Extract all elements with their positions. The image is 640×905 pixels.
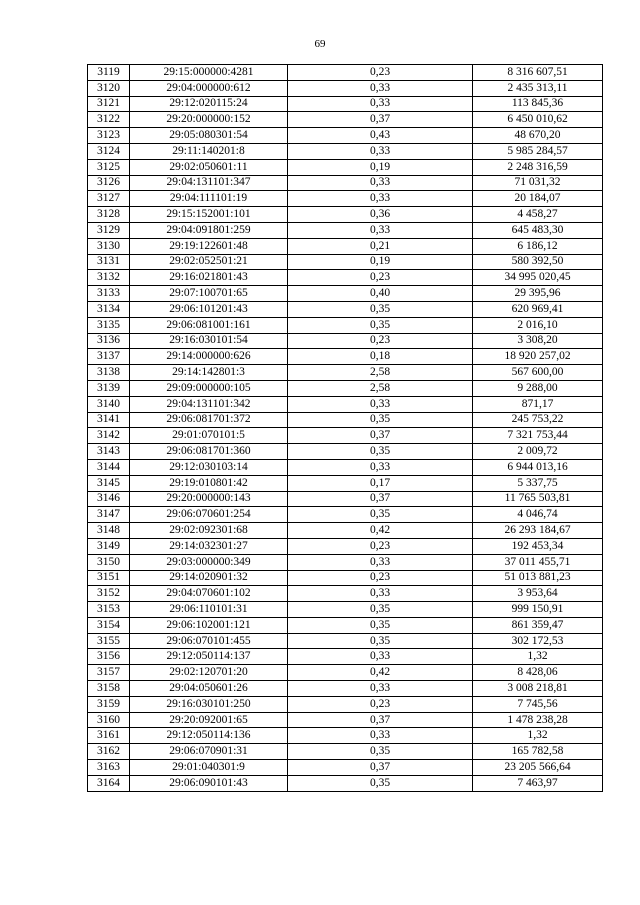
- cadastral-number-cell: 29:12:050114:137: [130, 649, 288, 665]
- row-number-cell: 3161: [88, 728, 130, 744]
- amount-cell: 165 782,58: [473, 744, 603, 760]
- amount-cell: 4 046,74: [473, 507, 603, 523]
- cadastral-number-cell: 29:03:000000:349: [130, 554, 288, 570]
- cadastral-number-cell: 29:11:140201:8: [130, 143, 288, 159]
- amount-cell: 48 670,20: [473, 128, 603, 144]
- cadastral-number-cell: 29:02:120701:20: [130, 665, 288, 681]
- table-row: [88, 159, 603, 175]
- cadastral-number-cell: 29:15:000000:4281: [130, 65, 288, 81]
- table-row: [88, 428, 603, 444]
- amount-cell: 2 009,72: [473, 444, 603, 460]
- cadastral-number-cell: 29:06:081701:360: [130, 444, 288, 460]
- rate-cell: 0,42: [288, 665, 473, 681]
- amount-cell: 7 745,56: [473, 696, 603, 712]
- amount-cell: 3 308,20: [473, 333, 603, 349]
- cadastral-number-cell: 29:04:070601:102: [130, 586, 288, 602]
- row-number-cell: 3136: [88, 333, 130, 349]
- row-number-cell: 3147: [88, 507, 130, 523]
- row-number-cell: 3164: [88, 775, 130, 791]
- amount-cell: 23 205 566,64: [473, 760, 603, 776]
- amount-cell: 302 172,53: [473, 633, 603, 649]
- rate-cell: 0,37: [288, 491, 473, 507]
- row-number-cell: 3135: [88, 317, 130, 333]
- table-row: [88, 681, 603, 697]
- row-number-cell: 3143: [88, 444, 130, 460]
- row-number-cell: 3122: [88, 112, 130, 128]
- rate-cell: 0,35: [288, 602, 473, 618]
- table-row: [88, 65, 603, 81]
- row-number-cell: 3126: [88, 175, 130, 191]
- table-row: [88, 365, 603, 381]
- rate-cell: 0,35: [288, 317, 473, 333]
- row-number-cell: 3128: [88, 207, 130, 223]
- table-row: [88, 665, 603, 681]
- rate-cell: 0,33: [288, 191, 473, 207]
- table-row: [88, 380, 603, 396]
- cadastral-number-cell: 29:04:131101:347: [130, 175, 288, 191]
- amount-cell: 5 337,75: [473, 475, 603, 491]
- table-row: [88, 507, 603, 523]
- cadastral-number-cell: 29:14:032301:27: [130, 538, 288, 554]
- rate-cell: 0,35: [288, 412, 473, 428]
- amount-cell: 3 953,64: [473, 586, 603, 602]
- table-row: [88, 538, 603, 554]
- amount-cell: 20 184,07: [473, 191, 603, 207]
- amount-cell: 567 600,00: [473, 365, 603, 381]
- page-number: 69: [314, 38, 326, 50]
- amount-cell: 620 969,41: [473, 301, 603, 317]
- cadastral-number-cell: 29:05:080301:54: [130, 128, 288, 144]
- amount-cell: 8 316 607,51: [473, 65, 603, 81]
- amount-cell: 71 031,32: [473, 175, 603, 191]
- row-number-cell: 3159: [88, 696, 130, 712]
- cadastral-number-cell: 29:20:092001:65: [130, 712, 288, 728]
- cadastral-number-cell: 29:06:110101:31: [130, 602, 288, 618]
- rate-cell: 0,35: [288, 633, 473, 649]
- row-number-cell: 3144: [88, 459, 130, 475]
- cadastral-number-cell: 29:14:000000:626: [130, 349, 288, 365]
- table-row: [88, 633, 603, 649]
- table-row: [88, 96, 603, 112]
- amount-cell: 51 013 881,23: [473, 570, 603, 586]
- row-number-cell: 3131: [88, 254, 130, 270]
- row-number-cell: 3134: [88, 301, 130, 317]
- row-number-cell: 3137: [88, 349, 130, 365]
- row-number-cell: 3150: [88, 554, 130, 570]
- rate-cell: 0,17: [288, 475, 473, 491]
- rate-cell: 0,35: [288, 744, 473, 760]
- rate-cell: 0,33: [288, 681, 473, 697]
- table-row: [88, 696, 603, 712]
- amount-cell: 5 985 284,57: [473, 143, 603, 159]
- rate-cell: 0,40: [288, 286, 473, 302]
- row-number-cell: 3151: [88, 570, 130, 586]
- amount-cell: 871,17: [473, 396, 603, 412]
- table-row: [88, 602, 603, 618]
- table-row: [88, 333, 603, 349]
- cadastral-number-cell: 29:06:102001:121: [130, 617, 288, 633]
- rate-cell: 0,33: [288, 96, 473, 112]
- amount-cell: 8 428,06: [473, 665, 603, 681]
- data-table: [87, 64, 603, 792]
- table-row: [88, 617, 603, 633]
- row-number-cell: 3127: [88, 191, 130, 207]
- table-row: [88, 286, 603, 302]
- amount-cell: 11 765 503,81: [473, 491, 603, 507]
- amount-cell: 1 478 238,28: [473, 712, 603, 728]
- cadastral-number-cell: 29:20:000000:152: [130, 112, 288, 128]
- rate-cell: 0,33: [288, 175, 473, 191]
- amount-cell: 34 995 020,45: [473, 270, 603, 286]
- amount-cell: 192 453,34: [473, 538, 603, 554]
- rate-cell: 0,19: [288, 254, 473, 270]
- rate-cell: 0,33: [288, 586, 473, 602]
- cadastral-number-cell: 29:16:021801:43: [130, 270, 288, 286]
- table-row: [88, 301, 603, 317]
- row-number-cell: 3154: [88, 617, 130, 633]
- row-number-cell: 3130: [88, 238, 130, 254]
- row-number-cell: 3141: [88, 412, 130, 428]
- rate-cell: 0,18: [288, 349, 473, 365]
- cadastral-number-cell: 29:19:122601:48: [130, 238, 288, 254]
- rate-cell: 0,23: [288, 538, 473, 554]
- row-number-cell: 3163: [88, 760, 130, 776]
- row-number-cell: 3140: [88, 396, 130, 412]
- row-number-cell: 3152: [88, 586, 130, 602]
- amount-cell: 1,32: [473, 649, 603, 665]
- row-number-cell: 3121: [88, 96, 130, 112]
- table-row: [88, 554, 603, 570]
- cadastral-number-cell: 29:09:000000:105: [130, 380, 288, 396]
- row-number-cell: 3119: [88, 65, 130, 81]
- table-row: [88, 317, 603, 333]
- table-row: [88, 112, 603, 128]
- rate-cell: 0,23: [288, 65, 473, 81]
- row-number-cell: 3145: [88, 475, 130, 491]
- cadastral-number-cell: 29:15:152001:101: [130, 207, 288, 223]
- rate-cell: 0,36: [288, 207, 473, 223]
- cadastral-number-cell: 29:06:081701:372: [130, 412, 288, 428]
- row-number-cell: 3120: [88, 80, 130, 96]
- table-row: [88, 270, 603, 286]
- rate-cell: 0,33: [288, 728, 473, 744]
- rate-cell: 0,35: [288, 444, 473, 460]
- cadastral-number-cell: 29:06:081001:161: [130, 317, 288, 333]
- table-row: [88, 570, 603, 586]
- rate-cell: 0,33: [288, 649, 473, 665]
- rate-cell: 0,23: [288, 570, 473, 586]
- amount-cell: 6 186,12: [473, 238, 603, 254]
- cadastral-number-cell: 29:06:070601:254: [130, 507, 288, 523]
- table-row: [88, 649, 603, 665]
- table-row: [88, 760, 603, 776]
- table-row: [88, 586, 603, 602]
- amount-cell: 6 450 010,62: [473, 112, 603, 128]
- table-row: [88, 523, 603, 539]
- cadastral-number-cell: 29:12:020115:24: [130, 96, 288, 112]
- row-number-cell: 3124: [88, 143, 130, 159]
- table-row: [88, 444, 603, 460]
- table-row: [88, 175, 603, 191]
- rate-cell: 0,23: [288, 696, 473, 712]
- rate-cell: 0,33: [288, 143, 473, 159]
- table-row: [88, 412, 603, 428]
- row-number-cell: 3149: [88, 538, 130, 554]
- amount-cell: 2 435 313,11: [473, 80, 603, 96]
- row-number-cell: 3148: [88, 523, 130, 539]
- rate-cell: 0,37: [288, 712, 473, 728]
- row-number-cell: 3138: [88, 365, 130, 381]
- cadastral-number-cell: 29:06:070901:31: [130, 744, 288, 760]
- cadastral-number-cell: 29:07:100701:65: [130, 286, 288, 302]
- row-number-cell: 3160: [88, 712, 130, 728]
- table-row: [88, 207, 603, 223]
- table-row: [88, 349, 603, 365]
- cadastral-number-cell: 29:04:111101:19: [130, 191, 288, 207]
- amount-cell: 29 395,96: [473, 286, 603, 302]
- table-row: [88, 491, 603, 507]
- cadastral-number-cell: 29:20:000000:143: [130, 491, 288, 507]
- table-row: [88, 128, 603, 144]
- amount-cell: 113 845,36: [473, 96, 603, 112]
- cadastral-number-cell: 29:06:090101:43: [130, 775, 288, 791]
- table-row: [88, 143, 603, 159]
- amount-cell: 999 150,91: [473, 602, 603, 618]
- amount-cell: 18 920 257,02: [473, 349, 603, 365]
- amount-cell: 1,32: [473, 728, 603, 744]
- cadastral-number-cell: 29:14:142801:3: [130, 365, 288, 381]
- amount-cell: 245 753,22: [473, 412, 603, 428]
- table-row: [88, 475, 603, 491]
- cadastral-number-cell: 29:02:052501:21: [130, 254, 288, 270]
- table-row: [88, 712, 603, 728]
- table-row: [88, 191, 603, 207]
- cadastral-number-cell: 29:16:030101:250: [130, 696, 288, 712]
- row-number-cell: 3153: [88, 602, 130, 618]
- table-row: [88, 396, 603, 412]
- row-number-cell: 3125: [88, 159, 130, 175]
- row-number-cell: 3142: [88, 428, 130, 444]
- amount-cell: 3 008 218,81: [473, 681, 603, 697]
- rate-cell: 0,37: [288, 760, 473, 776]
- amount-cell: 7 321 753,44: [473, 428, 603, 444]
- rate-cell: 0,33: [288, 80, 473, 96]
- cadastral-number-cell: 29:02:092301:68: [130, 523, 288, 539]
- cadastral-number-cell: 29:01:040301:9: [130, 760, 288, 776]
- cadastral-number-cell: 29:04:091801:259: [130, 222, 288, 238]
- rate-cell: 0,33: [288, 396, 473, 412]
- rate-cell: 2,58: [288, 365, 473, 381]
- row-number-cell: 3132: [88, 270, 130, 286]
- amount-cell: 2 016,10: [473, 317, 603, 333]
- table-row: [88, 459, 603, 475]
- cadastral-number-cell: 29:04:000000:612: [130, 80, 288, 96]
- rate-cell: 2,58: [288, 380, 473, 396]
- rate-cell: 0,35: [288, 775, 473, 791]
- table-row: [88, 80, 603, 96]
- rate-cell: 0,33: [288, 459, 473, 475]
- amount-cell: 861 359,47: [473, 617, 603, 633]
- cadastral-number-cell: 29:16:030101:54: [130, 333, 288, 349]
- cadastral-number-cell: 29:12:030103:14: [130, 459, 288, 475]
- row-number-cell: 3139: [88, 380, 130, 396]
- amount-cell: 4 458,27: [473, 207, 603, 223]
- table-row: [88, 728, 603, 744]
- rate-cell: 0,37: [288, 112, 473, 128]
- cadastral-number-cell: 29:06:070101:455: [130, 633, 288, 649]
- cadastral-number-cell: 29:14:020901:32: [130, 570, 288, 586]
- rate-cell: 0,35: [288, 617, 473, 633]
- row-number-cell: 3129: [88, 222, 130, 238]
- table-row: [88, 222, 603, 238]
- table-row: [88, 238, 603, 254]
- rate-cell: 0,37: [288, 428, 473, 444]
- table-body: [88, 65, 603, 792]
- cadastral-number-cell: 29:04:131101:342: [130, 396, 288, 412]
- cadastral-number-cell: 29:06:101201:43: [130, 301, 288, 317]
- row-number-cell: 3133: [88, 286, 130, 302]
- rate-cell: 0,33: [288, 554, 473, 570]
- amount-cell: 9 288,00: [473, 380, 603, 396]
- amount-cell: 645 483,30: [473, 222, 603, 238]
- amount-cell: 6 944 013,16: [473, 459, 603, 475]
- amount-cell: 580 392,50: [473, 254, 603, 270]
- row-number-cell: 3123: [88, 128, 130, 144]
- cadastral-number-cell: 29:02:050601:11: [130, 159, 288, 175]
- table-row: [88, 744, 603, 760]
- rate-cell: 0,33: [288, 222, 473, 238]
- rate-cell: 0,23: [288, 333, 473, 349]
- rate-cell: 0,35: [288, 301, 473, 317]
- row-number-cell: 3157: [88, 665, 130, 681]
- row-number-cell: 3162: [88, 744, 130, 760]
- rate-cell: 0,35: [288, 507, 473, 523]
- rate-cell: 0,43: [288, 128, 473, 144]
- rate-cell: 0,42: [288, 523, 473, 539]
- cadastral-number-cell: 29:04:050601:26: [130, 681, 288, 697]
- table-row: [88, 775, 603, 791]
- amount-cell: 26 293 184,67: [473, 523, 603, 539]
- amount-cell: 7 463,97: [473, 775, 603, 791]
- amount-cell: 37 011 455,71: [473, 554, 603, 570]
- row-number-cell: 3155: [88, 633, 130, 649]
- cadastral-number-cell: 29:12:050114:136: [130, 728, 288, 744]
- row-number-cell: 3158: [88, 681, 130, 697]
- table-row: [88, 254, 603, 270]
- cadastral-number-cell: 29:01:070101:5: [130, 428, 288, 444]
- row-number-cell: 3146: [88, 491, 130, 507]
- cadastral-number-cell: 29:19:010801:42: [130, 475, 288, 491]
- row-number-cell: 3156: [88, 649, 130, 665]
- rate-cell: 0,19: [288, 159, 473, 175]
- rate-cell: 0,21: [288, 238, 473, 254]
- rate-cell: 0,23: [288, 270, 473, 286]
- amount-cell: 2 248 316,59: [473, 159, 603, 175]
